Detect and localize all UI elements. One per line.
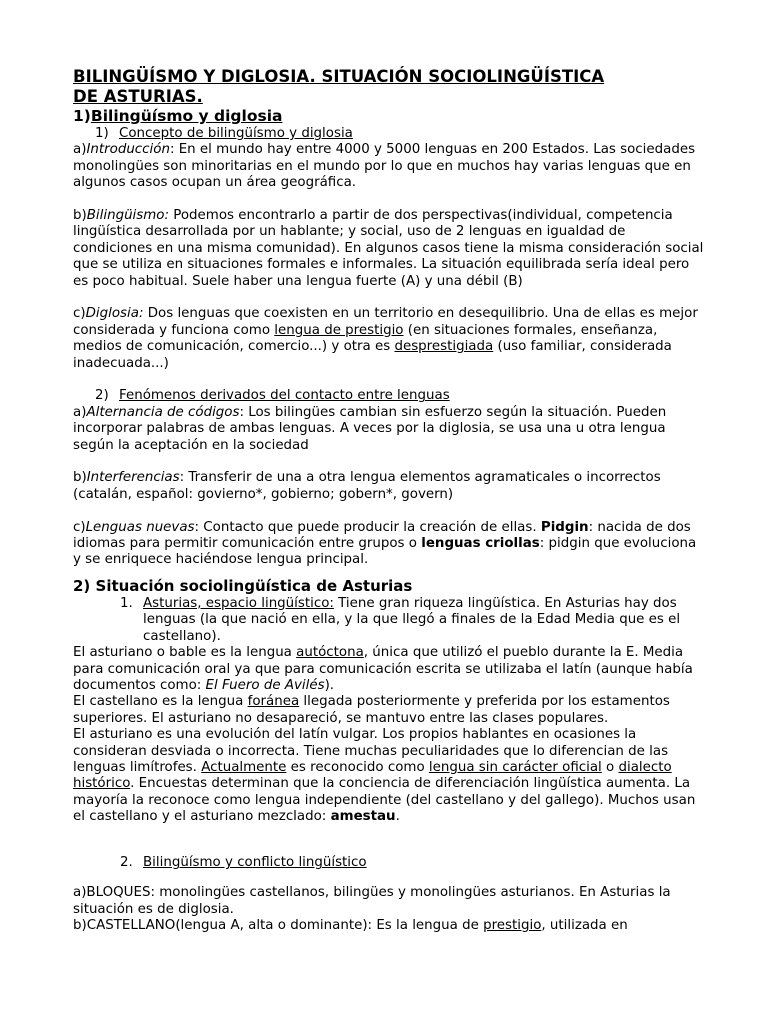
paragraph-alternancia: a)Alternancia de códigos: Los bilingües cambian sin esfuerzo según la situación. Pueden incorporar palabras de ambas lenguas. A veces por la diglosia, se usa una u otra lengua según la aceptación en la sociedad bbox=[73, 404, 667, 453]
paragraph-bilinguismo: b)Bilingüismo: Podemos encontrarlo a partir de dos perspectivas(individual, competencia lingüística desarrollada por un hablante; y social, uso de 2 lenguas en igualdad de condiciones en una misma comunidad). En algunos casos tiene la misma consideración social que se utiliza en situaciones formales e informales. La situación equilibrada sería ideal pero es poco habitual. Suele haber una lengua fuerte (A) y una débil (B) bbox=[73, 208, 704, 289]
section-2-heading: 2) Situación sociolingüística de Asturias bbox=[73, 576, 413, 595]
paragraph-castellano-lengua-a: b)CASTELLANO(lengua A, alta o dominante): Es la lengua de prestigio, utilizada en bbox=[73, 917, 628, 933]
paragraph-asturiano-bable: El asturiano o bable es la lengua autóctona, única que utilizó el pueblo durante la E. Media para comunicación oral ya que para comunicación escrita se utilizaba el latín (aunque había documentos como: El Fuero de Avilés). bbox=[73, 645, 693, 693]
section-1-title: Bilingüísmo y diglosia bbox=[90, 107, 283, 125]
paragraph-asturiano-evolucion: El asturiano es una evolución del latín vulgar. Los propios hablantes en ocasiones la consideran desviada o incorrecta. Tiene muchas peculiaridades que lo diferencian de las lenguas limítrofes. Actualmente es reconocido como lengua sin carácter oficial o dialecto histórico. Encuestas determinan que la conciencia de diferenciación lingüística aumenta. La mayoría la reconoce como lengua independiente (del castellano y del gallego). Muchos usan el castellano y el asturiano mezclado: amestau. bbox=[73, 727, 696, 825]
paragraph-lenguas-nuevas: c)Lenguas nuevas: Contacto que puede producir la creación de ellas. Pidgin: nacida de dos idiomas para permitir comunicación entre grupos o lenguas criollas: pidgin que evoluciona y se enriquece haciéndose lengua principal. bbox=[73, 519, 697, 568]
section-1-heading: 1)Bilingüísmo y diglosia bbox=[73, 107, 283, 125]
list-item-asturias-espacio: 1. Asturias, espacio lingüístico: Tiene gran riqueza lingüística. En Asturias hay dos lenguas (la que nació en ella, y la que llegó a finales de la Edad Media que es el castellano). bbox=[120, 595, 681, 644]
document-title bbox=[73, 67, 708, 107]
paragraph-introduccion: a)Introducción: En el mundo hay entre 4000 y 5000 lenguas en 200 Estados. Las sociedades monolingües son minoritarias en el mundo por lo que en muchos hay varias lenguas que en algunos casos ocupan un área geográfica. bbox=[73, 142, 696, 191]
list-item-bilinguismo-conflicto: 2. Bilingüísmo y conflicto lingüístico bbox=[120, 855, 367, 871]
subsection-1-1-title: Concepto de bilingüísmo y diglosia bbox=[119, 126, 353, 141]
subsection-1-2-title: Fenómenos derivados del contacto entre lenguas bbox=[119, 388, 450, 404]
paragraph-bloques: a)BLOQUES: monolingües castellanos, bilingües y monolingües asturianos. En Asturias la situación es de diglosia. bbox=[73, 885, 671, 917]
subsection-1-1-heading: 1) Concepto de bilingüísmo y diglosia bbox=[95, 126, 353, 141]
paragraph-diglosia: c)Diglosia: Dos lenguas que coexisten en un territorio en desequilibrio. Una de ellas es mejor considerada y funciona como lengua de prestigio (en situaciones formales, enseñanza, medios de comunicación, comercio...) y otra es desprestigiada (uso familiar, considerada inadecuada...) bbox=[73, 306, 698, 371]
subsection-1-2-heading: 2) Fenómenos derivados del contacto entre lenguas bbox=[95, 388, 450, 404]
paragraph-interferencias: b)Interferencias: Transferir de una a otra lengua elementos agramaticales o incorrectos (catalán, español: govierno*, gobierno; gobern*, govern) bbox=[73, 470, 661, 502]
paragraph-castellano-foranea: El castellano es la lengua foránea llegada posteriormente y preferida por los estamentos superiores. El asturiano no desapareció, se mantuvo entre las clases populares. bbox=[73, 694, 670, 726]
title-line-1: BILINGÜÍSMO Y DIGLOSIA. SITUACIÓN SOCIOLINGÜÍSTICA bbox=[73, 67, 605, 86]
title-line-2: DE ASTURIAS. bbox=[73, 87, 203, 106]
